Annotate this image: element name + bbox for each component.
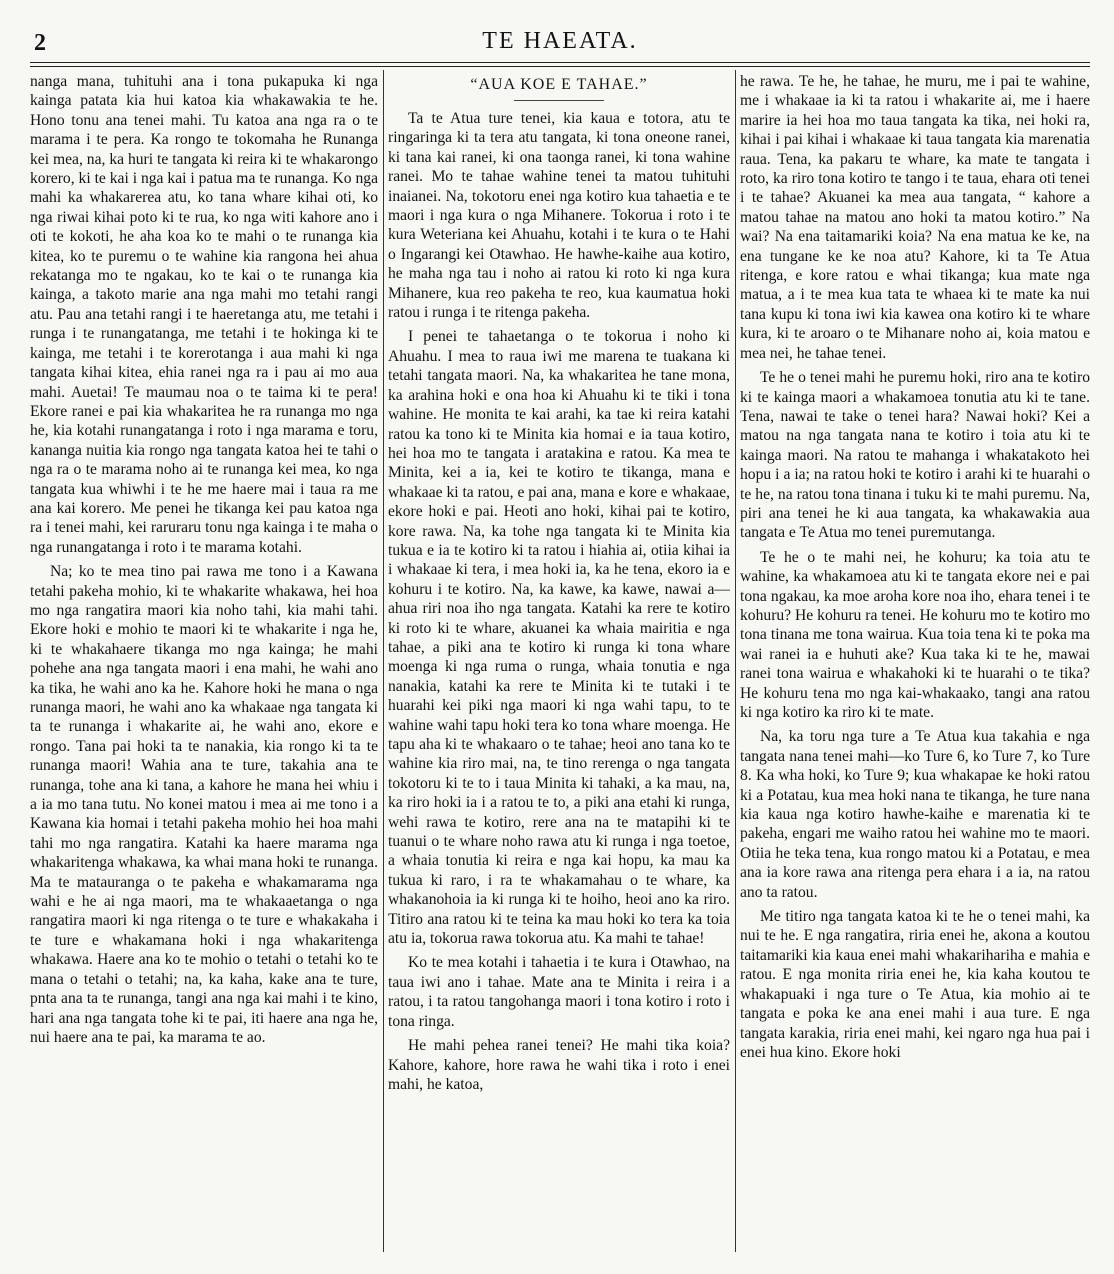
masthead [30, 24, 1090, 60]
paragraph: Te he o te mahi nei, he kohuru; ka toia atu te wahine, ka whakamoea atu ki te tangata ekore nei e pai tona ngakau, ka moe aroha kore noa iho, ehara tenei i te kohuru? He kohuru ra tenei. He kohuru mo te kotiro mo tona tinana me tona wairua. Kua toia tena ki te poka ma wai ranei ia e huhuti ake? Kua taka ki te he, mawai ranei tona wairua e whakahoki ki te huarahi o te tika? He kohuru tena mo nga kai-whakaako, tangi ana ratou ki nga kotiro ka riro ki te mate. [740, 548, 1090, 721]
header-rule [30, 62, 1090, 63]
header-rule-thin [30, 66, 1090, 67]
paragraph: Na; ko te mea tino pai rawa me tono i a Kawana tetahi pakeha mohio, ki te whakarite whakawa, hei hoa mo nga rangatira maori kia noho tahi, kia mahi tahi. Ekore hoki e mohio te maori ki te whakarite i nga he, ki te whakahaere tikanga mo nga kainga; he mahi pohehe ana nga tangata maori i ena mahi, he wahi ano ka tika, he wahi ano ka he. Kahore hoki he mana o nga runanga maori, he wahi ano ka whakaae nga tangata ki ta te runanga i whakarite ai, he wahi ano, ekore e rongo. Tana pai hoki ta te nanakia, kia rongo ki ta te runanga maori! Wahia ana te ture, takahia ana te runanga, tohe ana ki tana, a kahore he mana hei whiu i a ia mo tana tutu. No konei matou i mea ai me tono i a Kawana kia homai i tetahi pakeha mohio hei hoa mahi tahi mo nga rangatira. Katahi ka haere marama nga whakaritenga whakawa, ka whai mana hoki te runanga. Ma te matauranga o te pakeha e whakamarama nga wahi e he ai nga maori, ma te whakaaetanga o nga rangatira maori ki nga ritenga o te ture e whakakaha i te ture e whakamana hoki i nga whakaritenga whakawa. Haere ana ko te mohio o tetahi o tetahi ko te mana o tetahi o tetahi; na, ka kaha, kake ana te ture, pnta ana ta te runanga, tangi ana nga kai mahi i te kino, hari ana nga tangata tohe ki te pai, iti haere ana nga he, nui haere ana te pai, ka marama te ao. [30, 563, 378, 1046]
paragraph: I penei te tahaetanga o te tokorua i noho ki Ahuahu. I mea to raua iwi me marena te tuakana ki tetahi tangata maori. Na, ka whakaritea he tane mona, ka arahina hoki e ona hoa ki Ahuahu ki te tiki i tona wahine. He monita te kai arahi, ka tae ki reira katahi ratou ka tono ki te Minita kia homai e ia taua kotiro, hei hoa mo te tangata i aratakina e ratou. Ka mea te Minita, kei a ia, kei te kotiro te tikanga, mana e whakaae ki ta ratou, e pai ana, mana e kore e whakaae, ekore hoki e pai. Heoti ano hoki, kihai pai te kotiro, kore rawa. Na, ka tohe nga tangata ki te Minita kia tukua e ia te kotiro ki ta ratou i hiahia ai, otiia kihai ia i whakaae ki tera, i mea hoki ia, ka he tena, ekoro ia e kohuru i te kotiro. Na, ka kawe, ka kawe, nawai a—ahua riri noa iho nga tangata. Katahi ka rere te kotiro ki roto ki te whare, akuanei ka whaia mairitia e nga tahae, a piki ana te kotiro ki runga ki tona whare moenga ki nga ruma o runga, whaia tonutia e nga nanakia, katahi ka rere te Minita ki te tutaki i te huarahi kei piki nga maori ki nga wahi tapu, to te wahine wahi tapu hoki tera ko tona whare moenga. He tapu aha ki te whakaaro o te tahae; heoi ano tana ko te wahine kia riro mai, na, te tino rerenga o nga tangata tokotoru ki te to i taua Minita ki tahaki, a ka mau, na, ka riro hoki ia i a ratou te to, a piki ana etahi ki runga, wehi rawa te kotiro, rere ana na te matapihi ki te tuanui o te whare noho rawa atu ki runga i nga toetoe, a whaia tonutia ki reira e nga kai hopu, ka mau ka tukua ki raro, i ra te whakamahau o te whare, ka whakanohoia ia ki runga ki te hoiho, heoi ano ka riro. Titiro ana ratou ki te teina ka mau hoki ko tera ka toia atu ia, tokorua rawa tokorua atu. Ka mahi te tahae! [388, 328, 730, 948]
newspaper-title: TE HAEATA. [482, 28, 638, 54]
column-1 [30, 72, 378, 1256]
paragraph: Ko te mea kotahi i tahaetia i te kura i Otawhao, na taua iwi ano i tahae. Mate ana te Minita i reira i a ratou, i ta ratou tangohanga maori i tona kotiro i roto i tona ringa. [388, 954, 730, 1030]
paragraph: He mahi pehea ranei tenei? He mahi tika koia? Kahore, kahore, hore rawa he wahi tika i roto i enei mahi, he katoa, [388, 1037, 730, 1093]
paragraph: Na, ka toru nga ture a Te Atua kua takahia e nga tangata nana tenei mahi—ko Ture 6, ko Ture 7, ko Ture 8. Ka wha hoki, ko Ture 9; kua whakapae ke hoki ratou ki a Potatau, kua mea hoki nana te tikanga, he ture nana kia kaua nga kotiro hawhe-kaihe e marenatia ki te pakeha, engari me waiho ratou hei wahine mo te maori. Otiia he teka tena, kua rongo matou ki a Potatau, e mea ana ia kore rawa ana ritenga pera ehara i a ia, na ratou ano ta ratou. [740, 728, 1090, 901]
paragraph: Me titiro nga tangata katoa ki te he o tenei mahi, ka nui te he. E nga rangatira, ririа enei he, akona a koutou taitamariki kia kaua enei mahi whakarihariha e mahia e ratou. E nga monita ririа enei he, kia kaha koutou te whakapuaki i nga ture o Te Atua, kia mohio ai te tangata e poka ke ana enei mahi i aua ture. E nga tangata karakia, ririа enei mahi, kei ngaro nga hua pai i enei hua kino. Ekore hoki [740, 908, 1090, 1061]
column-2 [388, 72, 730, 1256]
column-divider [735, 70, 736, 1252]
heading-rule [514, 100, 604, 101]
paragraph: he rawa. Te he, he tahae, he muru, me i pai te wahine, me i whakaae ia ki ta ratou i whakarite ai, me i haere marire ia hei hoa mo taua tangata ka tika, nei hoki ra, kihai i pai kihai i whakaae ki taua tangata kia marenatia raua. Tena, ka pakaru te whare, ka mate te tangata i roto, ka riro tona kotiro te tango i te taua, ehara oti tenei i te tahae? Akuanei ka mea aua tangata, “ kahore a matou tahae na matou ano hoki ta matou kotiro.” Na wai? Na ena taitamariki koia? Na ena matua ke ke, na ena tungane ke ke noa atu? Kahore, ki ta Te Atua ritenga, e kore ratou e whai tikanga; kua mate nga matua, a i te mea kua tata te whaea ki te mate ka nui tana kupu ki tona iwi kia kawea ona kotiro ki te whare kura, ki te aroaro o te Mihanare noho ai, koia matou e mea nei, he tahae tenei. [740, 73, 1090, 362]
paragraph: Ta te Atua ture tenei, kia kaua e totora, atu te ringaringa ki ta tera atu tangata, ki tona oneone ranei, ki tana kai ranei, ki ona taonga ranei, ki tona wahine ranei. Mo te tahae wahine tenei ta matou tuhituhi inaianei. Na, tokotoru enei nga kotiro kua tahaetia e te maori i nga kura o nga Mihanere. Tokorua i roto i te kura Weteriana kei Ahuahu, kotahi i te kura o te Hahi o Ingarangi kei Otawhao. He hawhe-kaihe aua kotiro, he maha nga tau i noho ai ratou ki roto ki nga kura Mihanere, kua reo pakeha te reo, kua kaumatua hoki ratou i runga i te ritenga pakeha. [388, 110, 730, 322]
paragraph: nanga mana, tuhituhi ana i tona pukapuka ki nga kainga patata kia hui katoa kia whakawakia te he. Hono tonu ana tenei mahi. Tu katoa ana nga ra o te marama i te pera. Ka rongo te tokomaha he Runanga kei mea, na, ka huri te tangata ki reira ki te whakarongo korero, ki te kai i nga kai i patua ma te runanga. Ko nga mahi ka whakarerea atu, ko tana whare kihai oti, ko nga riwai kihai poto ki te rua, ko nga witi kahore ano i oti te kokoti, he aha koa ko te mahi o te runanga kia kitea, ko te puremu o te wahine kia rangona hei ahua rekatanga mo te ngakau, ko te kai o te runanga kia kainga, a takoto marie ana nga mahi mo tetahi rangi atu. Pau ana tetahi rangi i te haeretanga atu, me tetahi i runga i te runangatanga, me tetahi i te hokinga ki te kainga, me tetahi i te korerotanga i aua mahi ki nga tangata kihai kitea, ehia ranei nga ra i pau ai mo aua mahi. Auetai! Te maumau noa o te taima ki te pera! Ekore ranei e pai kia whakaritea he ra runanga mo nga he, kia kotahi runangatanga i roto i nga marama e toru, kananga nuitia kia rongo nga tangata katoa hei te tahi o nga ra o te marama noho ai te runanga kei mea, ko nga tangata kua whiwhi i te he me haere mai i taua ra me ana kai korero. Me penei he tikanga kei pau katoa nga ra i tenei mahi, kei raruraru tonu nga kainga i te maha o nga runangatanga i roto i te marama kotahi. [30, 73, 378, 556]
column-divider [383, 70, 384, 1252]
page-number: 2 [34, 30, 46, 56]
column-3 [740, 72, 1090, 1256]
article-heading: “AUA KOE E TAHAE.” [470, 76, 648, 93]
paragraph: Te he o tenei mahi he puremu hoki, riro ana te kotiro ki te kainga maori a whakamoea tonutia atu ki te tane. Tena, nawai te take o tenei hara? Nawai hoki? Kei a matou na nga tangata nana te kotiro i toia atu ki te kainga maori. Na ratou te mahanga i whakatakoto hei hopu i a ia; na ratou hoki te kotiro i arahi ki te huarahi o te he, na ratou tona tinana i tuku ki te mahi puremu. Na, piri ana tenei he ki aua tangata, ka whakawakia aua tangata e Te Atua mo tenei puremutanga. [740, 369, 1090, 542]
